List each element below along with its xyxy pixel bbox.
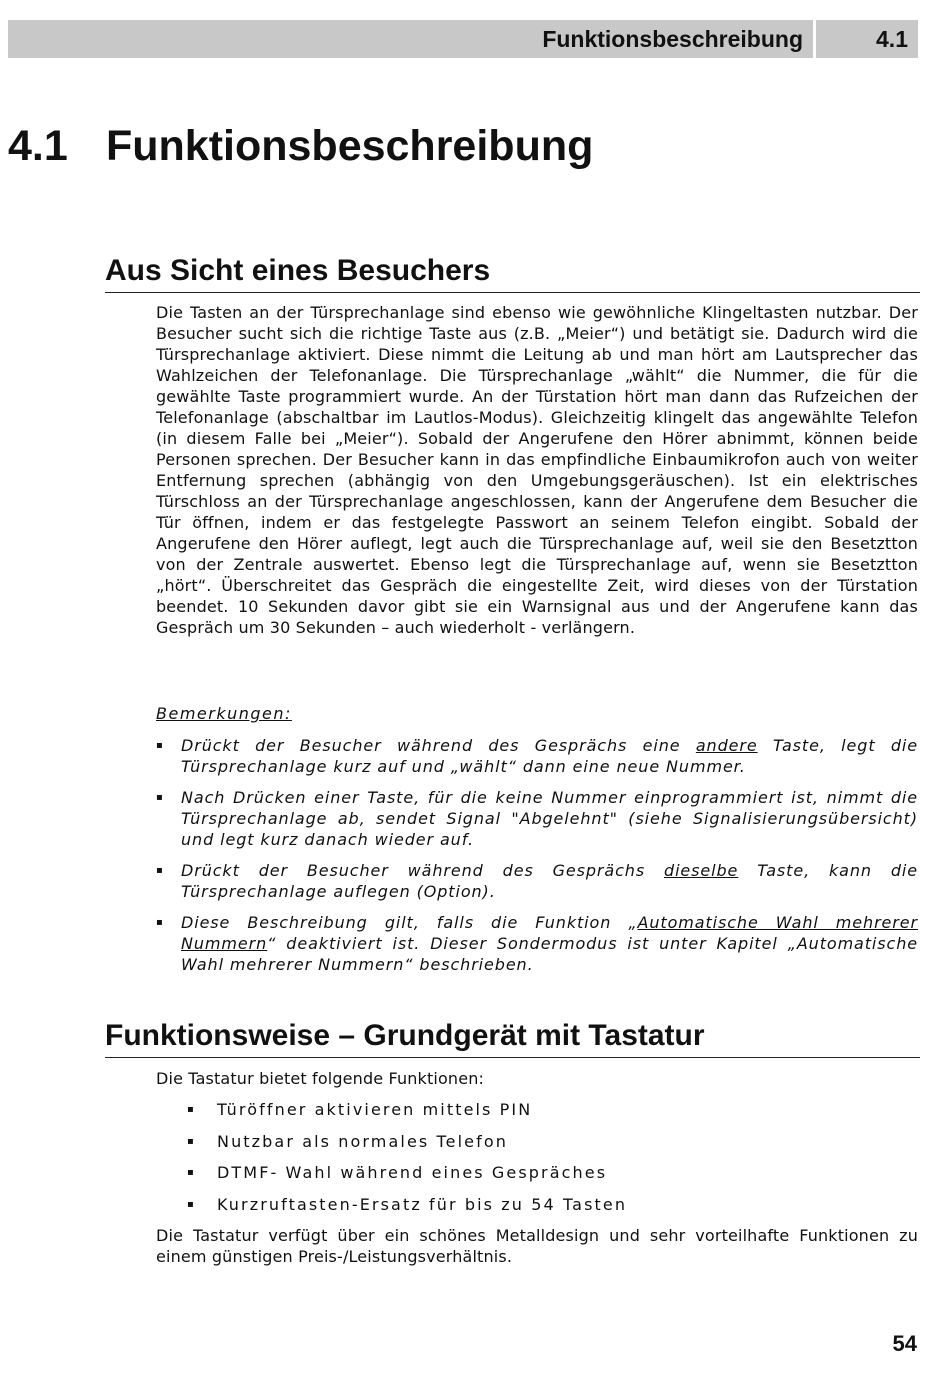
running-header (8, 20, 918, 58)
remark-emphasis: Automatische Wahl mehrerer Nummern (181, 913, 918, 953)
header-title: Funktionsbeschreibung (8, 20, 813, 58)
remark-emphasis: andere (695, 736, 758, 755)
section-heading-visitor: Aus Sicht eines Besuchers (105, 253, 920, 293)
feature-item: ▪ DTMF- Wahl während eines Gespräches (187, 1163, 608, 1182)
bullet-icon: ▪ (187, 1198, 196, 1210)
remark-item: ▪ Drückt der Besucher während des Gesprächs eine andere Taste, legt die Türsprechanlage kurz auf und „wählt“ dann eine neue Nummer. (156, 736, 918, 776)
feature-item: ▪ Türöffner aktivieren mittels PIN (187, 1100, 533, 1119)
chapter-title-text: Funktionsbeschreibung (106, 122, 594, 170)
bullet-icon: ▪ (156, 740, 164, 751)
page-number: 54 (892, 1331, 917, 1356)
remark-item: ▪ Drückt der Besucher während des Gesprächs dieselbe Taste, kann die Türsprechanlage auflegen (Option). (156, 861, 918, 901)
feature-item: ▪ Kurzruftasten-Ersatz für bis zu 54 Tasten (187, 1194, 628, 1214)
feature-list (187, 1099, 627, 1225)
visitor-description-paragraph: Die Tasten an der Türsprechanlage sind ebenso wie gewöhnliche Klingeltasten nutzbar. Der Besucher sucht sich die richtige Taste aus (z.B. „Meier“) und betätigt sie. Dadurch wird die Türsprechanlage aktiviert. Diese nimmt die Leitung ab und man hört am Lautsprecher das Wahlzeichen der Telefonanlage. Die Türsprechanlage „wählt“ die Nummer, die für die gewählte Taste programmiert wurde. An der Türstation hört man dann das Rufzeichen der Telefonanlage (abschaltbar im Lautlos-Modus). Gleichzeitig klingelt das angewählte Telefon (in diesem Falle bei „Meier“). Sobald der Angerufene den Hörer abnimmt, können beide Personen sprechen. Der Besucher kann in das empfindliche Einbaumikrofon auch von weiter Entfernung sprechen (abhängig von den Umgebungsgeräuschen). Ist ein elektrisches Türschloss an der Türsprechanlage angeschlossen, kann der Angerufene dem Besucher die Tür öffnen, indem er das festgelegte Passwort an seinem Telefon eingibt. Sobald der Angerufene den Hörer auflegt, legt auch die Türsprechanlage auf, weil sie den Besetztton von der Zentrale auswertet. Ebenso legt die Türsprechanlage auf, wenn sie Besetztton „hört“. Überschreitet das Gespräch die eingestellte Zeit, wird dieses von der Türstation beendet. 10 Sekunden davor gibt sie ein Warnsignal aus und der Angerufene kann das Gespräch um 30 Sekunden – auch wiederholt - verlängern. (156, 303, 918, 637)
remarks-label: Bemerkungen: (156, 704, 292, 723)
chapter-number: 4.1 (8, 122, 68, 170)
bullet-icon: ▪ (156, 917, 164, 928)
bullet-icon: ▪ (156, 865, 164, 876)
bullet-icon: ▪ (156, 792, 164, 803)
chapter-title (8, 122, 593, 171)
keypad-outro: Die Tastatur verfügt über ein schönes Metalldesign und sehr vorteilhafte Funktionen zu einem günstigen Preis-/Leistungsverhältnis. (156, 1226, 918, 1266)
remark-item: ▪ Diese Beschreibung gilt, falls die Funktion „Automatische Wahl mehrerer Nummern“ deaktiviert ist. Dieser Sondermodus ist unter Kapitel „Automatische Wahl mehrerer Nummern“ beschrieben. (156, 913, 918, 974)
bullet-icon: ▪ (187, 1167, 196, 1178)
remark-item: ▪ Nach Drücken einer Taste, für die keine Nummer einprogrammiert ist, nimmt die Türsprechanlage ab, sendet Signal "Abgelehnt" (siehe Signalisierungsübersicht) und legt kurz danach wieder auf. (156, 788, 918, 849)
remark-emphasis: dieselbe (664, 861, 739, 880)
remarks-list (156, 735, 918, 985)
header-section-number: 4.1 (816, 20, 918, 58)
bullet-icon: ▪ (187, 1104, 196, 1115)
section-heading-keypad: Funktionsweise – Grundgerät mit Tastatur (105, 1018, 920, 1058)
feature-item: ▪ Nutzbar als normales Telefon (187, 1131, 508, 1151)
keypad-intro: Die Tastatur bietet folgende Funktionen: (156, 1069, 485, 1088)
bullet-icon: ▪ (187, 1135, 196, 1147)
